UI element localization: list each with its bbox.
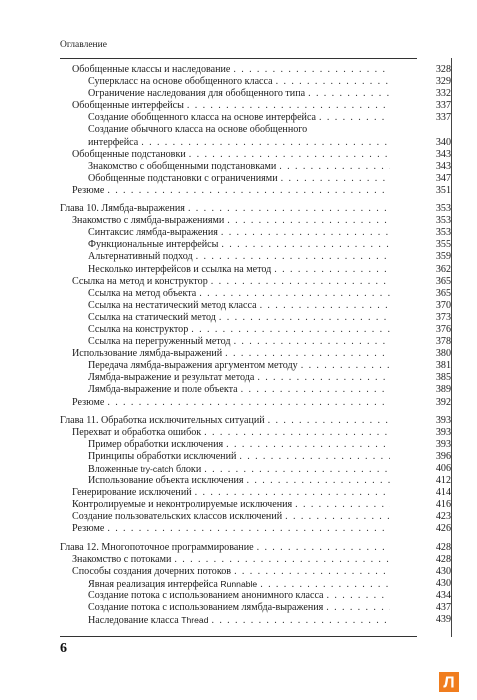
toc-subsection-row[interactable] (60, 463, 451, 475)
toc-subsection-continuation[interactable] (60, 136, 451, 149)
toc-entry-leader (60, 554, 390, 566)
toc-entry-title: Создание обобщенного класса на основе интерфейса (88, 112, 319, 123)
toc-subsection-row[interactable] (60, 88, 451, 100)
toc-entry-leader (60, 149, 390, 161)
toc-entry-title: Резюме (72, 397, 107, 408)
toc-entry-leader (60, 384, 390, 396)
toc-entry-title: Знакомство с потоками (72, 554, 174, 565)
toc-page-number: 373 (390, 312, 451, 324)
toc-page-number: 332 (390, 88, 451, 100)
toc-entry-title: Лямбда-выражение и поле объекта (88, 384, 241, 395)
toc-page-number: 437 (390, 602, 451, 614)
toc-subsection-row[interactable] (60, 124, 391, 136)
toc-section-row[interactable] (60, 184, 451, 197)
toc-entry-title: Передача лямбда-выражения аргументом методу (88, 360, 301, 371)
toc-entry-leader (60, 348, 390, 360)
toc-entry-leader (60, 397, 390, 409)
toc-entry-leader (60, 112, 390, 124)
toc-entry-title: Создание обычного класса на основе обобщенного (88, 124, 310, 135)
toc-entry-leader (60, 185, 390, 197)
toc-page-number: 365 (390, 288, 451, 300)
toc-page-number: 392 (390, 397, 451, 409)
toc-entry-title: Ограничение наследования для обобщенного типа (88, 88, 308, 99)
toc-subsection-row[interactable] (60, 360, 451, 372)
toc-entry-leader (60, 239, 390, 251)
toc-page-number: 353 (390, 227, 451, 239)
toc-section-row[interactable] (60, 487, 451, 499)
toc-entry-leader (60, 360, 390, 372)
toc-entry-title: Знакомство с лямбда-выражениями (72, 215, 227, 226)
toc-section-row[interactable] (60, 275, 451, 288)
toc-page-number: 362 (390, 264, 451, 276)
toc-subsection-row[interactable] (60, 239, 451, 251)
toc-subsection-row[interactable] (60, 160, 451, 173)
toc-page-number: 414 (390, 487, 451, 499)
toc-entry-title: Способы создания дочерних потоков (72, 566, 234, 577)
toc-entry-leader (60, 300, 390, 312)
toc-entry-leader (60, 276, 390, 288)
toc-entry-leader (60, 614, 390, 626)
toc-page-number: 423 (390, 511, 451, 523)
toc-entry-title: Принципы обработки исключений (88, 451, 239, 462)
code-term: try-catch (140, 464, 174, 474)
toc-entry-title: Резюме (72, 523, 107, 534)
toc-entry-title: Глава 12. Многопоточное программирование (60, 542, 257, 553)
toc-subsection-row[interactable] (60, 227, 451, 239)
toc-subsection-row[interactable] (60, 323, 451, 336)
toc-page-number: 396 (390, 451, 451, 463)
toc-page-number: 434 (390, 590, 451, 602)
toc-page-number: 393 (390, 427, 451, 439)
toc-subsection-row[interactable] (60, 251, 451, 263)
toc-page-number: 347 (390, 173, 451, 185)
toc-entry-title: Ссылка на перегруженный метод (88, 336, 234, 347)
toc-page-number: 430 (390, 578, 451, 590)
toc-section-row[interactable] (60, 523, 451, 535)
toc-entry-leader (60, 124, 390, 136)
toc-page-number: 353 (390, 203, 451, 215)
toc-entry-title: Несколько интерфейсов и ссылка на метод (88, 264, 274, 275)
toc-entry-title: Вложенные try-catch блоки (88, 464, 204, 475)
toc-entry-leader (60, 137, 390, 149)
toc-entry-title: Генерирование исключений (72, 487, 195, 498)
top-rule (60, 58, 417, 59)
toc-entry-title: Суперкласс на основе обобщенного класса (88, 76, 276, 87)
toc-page-number: 359 (390, 251, 451, 263)
toc-page-number: 428 (390, 542, 451, 554)
toc-entry-title-continuation: интерфейса (88, 137, 141, 148)
toc-page-number: 365 (390, 276, 451, 288)
toc-section-row[interactable] (60, 553, 451, 566)
running-head: Оглавление (60, 40, 107, 50)
toc-page-number: 381 (390, 360, 451, 372)
code-term: Thread (181, 615, 209, 626)
toc-entry-title: Ссылка на конструктор (88, 324, 191, 335)
toc-entry-title: Лямбда-выражение и результат метода (88, 372, 257, 383)
toc-entry-title: Обобщенные классы и наследование (72, 64, 233, 75)
toc-page-number: 353 (390, 215, 451, 227)
toc-section-row[interactable] (60, 100, 451, 112)
table-of-contents (60, 64, 451, 627)
toc-entry-leader (60, 427, 390, 439)
toc-entry-title: Ссылка на метод и конструктор (72, 276, 211, 287)
bottom-rule (60, 636, 417, 637)
toc-entry-leader (60, 511, 390, 523)
toc-page-number: 337 (390, 112, 451, 124)
toc-page-number: 328 (390, 64, 451, 76)
toc-entry-leader (60, 251, 390, 263)
toc-page-number: 370 (390, 300, 451, 312)
toc-subsection-row[interactable] (60, 450, 451, 463)
toc-chapter-row[interactable] (60, 414, 451, 427)
toc-subsection-row[interactable] (60, 311, 451, 324)
svg-text:Л: Л (443, 674, 455, 692)
toc-entry-leader (60, 439, 390, 451)
toc-entry-leader (60, 463, 390, 475)
toc-entry-title: Ссылка на метод объекта (88, 288, 199, 299)
toc-entry-title: Обобщенные подстановки с ограничениями (88, 173, 281, 184)
publisher-logo-icon (436, 668, 462, 694)
toc-entry-title: Функциональные интерфейсы (88, 239, 221, 250)
toc-page-number: 430 (390, 566, 451, 578)
toc-section-row[interactable] (60, 511, 451, 523)
toc-subsection-row[interactable] (60, 263, 451, 276)
toc-page-number: 406 (390, 463, 451, 475)
toc-subsection-row[interactable] (60, 336, 451, 348)
toc-entry-leader (60, 76, 390, 88)
toc-entry-leader (60, 324, 390, 336)
toc-entry-title: Глава 11. Обработка исключительных ситуаций (60, 415, 268, 426)
toc-section-row[interactable] (60, 348, 451, 360)
toc-section-row[interactable] (60, 64, 451, 76)
toc-subsection-row[interactable] (60, 602, 451, 614)
toc-subsection-row[interactable] (60, 475, 451, 487)
toc-page-number: 329 (390, 76, 451, 88)
toc-subsection-row[interactable] (60, 384, 451, 396)
toc-page-number: 343 (390, 149, 451, 161)
toc-entry-title: Резюме (72, 185, 107, 196)
toc-section-row[interactable] (60, 499, 451, 511)
toc-page-number: 380 (390, 348, 451, 360)
toc-page-number: 393 (390, 439, 451, 451)
toc-page-number: 351 (390, 185, 451, 197)
toc-entry-leader (60, 415, 390, 427)
toc-page-number: 416 (390, 499, 451, 511)
toc-subsection-row[interactable] (60, 172, 451, 185)
toc-entry-leader (60, 64, 390, 76)
toc-entry-title: Явная реализация интерфейса Runnable (88, 579, 260, 590)
toc-entry-leader (60, 451, 390, 463)
toc-page-number: 428 (390, 554, 451, 566)
toc-subsection-row[interactable] (60, 299, 451, 312)
toc-entry-leader (60, 590, 390, 602)
toc-entry-leader (60, 264, 390, 276)
toc-entry-leader (60, 372, 390, 384)
toc-subsection-row[interactable] (60, 112, 451, 124)
code-term: Runnable (220, 578, 258, 589)
toc-entry-leader (60, 203, 390, 215)
toc-entry-title: Использование лямбда-выражений (72, 348, 225, 359)
toc-entry-title: Наследование класса Thread (88, 615, 211, 626)
toc-entry-leader (60, 215, 390, 227)
vertical-rule (451, 58, 452, 637)
toc-entry-leader (60, 566, 390, 578)
toc-entry-leader (60, 100, 390, 112)
toc-entry-title: Глава 10. Лямбда-выражения (60, 203, 188, 214)
toc-entry-title: Перехват и обработка ошибок (72, 427, 204, 438)
toc-entry-title: Знакомство с обобщенными подстановками (88, 161, 279, 172)
toc-entry-leader (60, 475, 390, 487)
toc-subsection-row[interactable] (60, 589, 451, 602)
toc-chapter-row[interactable] (60, 541, 451, 554)
toc-entry-title: Создание пользовательских классов исключений (72, 511, 285, 522)
toc-entry-title: Обобщенные подстановки (72, 149, 189, 160)
toc-entry-leader (60, 336, 390, 348)
toc-entry-leader (60, 499, 390, 511)
toc-entry-title: Создание потока с использованием лямбда-выражения (88, 602, 326, 613)
toc-entry-title: Ссылка на статический метод (88, 312, 219, 323)
toc-entry-leader (60, 487, 390, 499)
toc-section-row[interactable] (60, 148, 451, 161)
toc-chapter-row[interactable] (60, 203, 451, 215)
toc-entry-title: Контролируемые и неконтролируемые исключения (72, 499, 295, 510)
toc-entry-leader (60, 161, 390, 173)
toc-page-number: 385 (390, 372, 451, 384)
toc-entry-title: Использование объекта исключения (88, 475, 247, 486)
toc-page-number: 376 (390, 324, 451, 336)
toc-subsection-row[interactable] (60, 438, 451, 451)
toc-page-number: 337 (390, 100, 451, 112)
toc-entry-leader (60, 227, 390, 239)
toc-subsection-row[interactable] (60, 577, 451, 590)
toc-subsection-row[interactable] (60, 287, 451, 300)
toc-page-number: 393 (390, 415, 451, 427)
toc-entry-leader (60, 173, 390, 185)
toc-entry-title: Синтаксис лямбда-выражения (88, 227, 221, 238)
toc-subsection-row[interactable] (60, 76, 451, 88)
toc-section-row[interactable] (60, 215, 451, 227)
toc-entry-title: Альтернативный подход (88, 251, 196, 262)
toc-entry-leader (60, 602, 390, 614)
toc-section-row[interactable] (60, 426, 451, 439)
toc-entry-title: Создание потока с использованием анонимного класса (88, 590, 327, 601)
toc-page-number: 355 (390, 239, 451, 251)
toc-entry-leader (60, 542, 390, 554)
toc-page-number: 340 (390, 137, 451, 149)
toc-page-number: 439 (390, 614, 451, 626)
toc-entry-leader (60, 578, 390, 590)
toc-subsection-row[interactable] (60, 372, 451, 384)
toc-entry-title: Ссылка на нестатический метод класса (88, 300, 260, 311)
toc-section-row[interactable] (60, 396, 451, 409)
toc-entry-leader (60, 523, 390, 535)
toc-page-number: 426 (390, 523, 451, 535)
toc-section-row[interactable] (60, 565, 451, 578)
toc-page-number: 378 (390, 336, 451, 348)
toc-subsection-row[interactable] (60, 614, 451, 627)
toc-entry-leader (60, 288, 390, 300)
toc-entry-leader (60, 312, 390, 324)
toc-page-number: 412 (390, 475, 451, 487)
page-number: 6 (60, 641, 67, 656)
toc-entry-title: Обобщенные интерфейсы (72, 100, 187, 111)
toc-entry-title: Пример обработки исключения (88, 439, 226, 450)
toc-entry-leader (60, 88, 390, 100)
toc-page-number: 343 (390, 161, 451, 173)
toc-page-number: 389 (390, 384, 451, 396)
